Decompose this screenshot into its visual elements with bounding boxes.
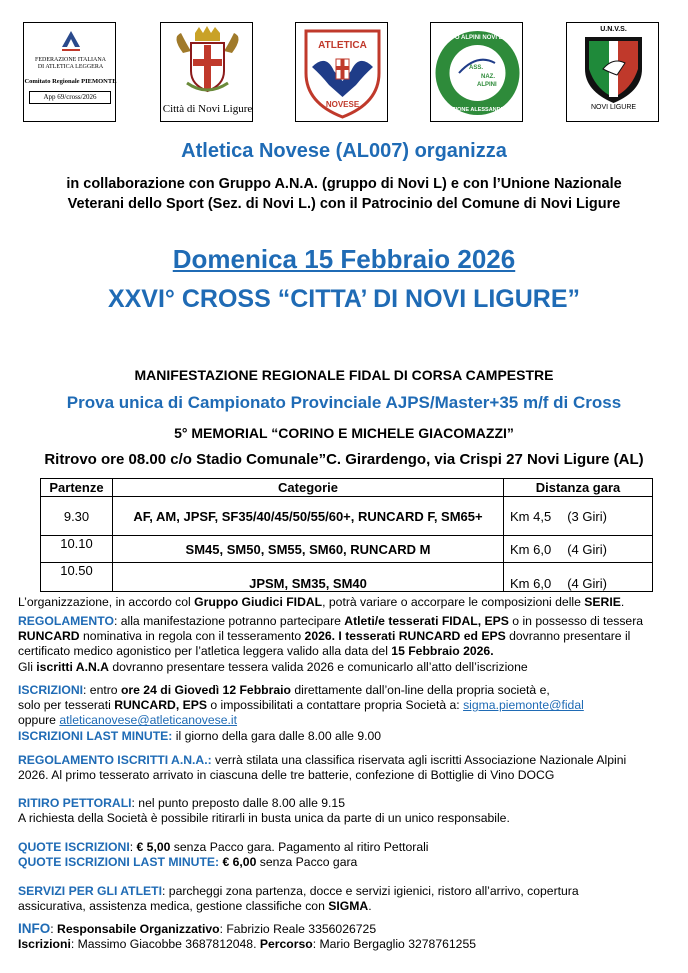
novi-coat-of-arms-icon [161,23,254,101]
alpini-ass: ASS. [469,65,484,71]
atletica-novese-logo [295,22,388,122]
email-link-atleticanovese[interactable]: atleticanovese@atleticanovese.it [59,713,238,728]
fidal-committee: Comitato Regionale PIEMONTE [24,78,117,85]
start-time: 10.50 [41,563,113,592]
alpini-logo [430,22,523,122]
bib-pickup-label: RITIRO PETTORALI [18,796,132,810]
alpini-badge-icon [431,23,524,123]
unvs-logo [566,22,659,122]
categories: AF, AM, JPSF, SF35/40/45/50/55/60+, RUNCARD F, SM65+ [113,497,504,536]
event-date: Domenica 15 Febbraio 2026 [172,244,516,274]
distance: Km 6,0 (4 Giri) [504,563,653,592]
table-row [41,497,653,536]
start-time: 10.10 [41,536,113,563]
atletica-shield-icon [296,23,389,123]
logo-strip [0,22,688,122]
services-label: SERVIZI PER GLI ATLETI [18,884,163,898]
alpini-alpini: ALPINI [477,82,497,88]
email-link-sigma[interactable]: sigma.piemonte@fidal [463,698,584,713]
novi-caption: Città di Novi Ligure [162,103,253,115]
fidal-emblem-icon [62,31,80,53]
manifestation-type: MANIFESTAZIONE REGIONALE FIDAL DI CORSA CAMPESTRE [134,367,554,383]
info-label: INFO [18,921,51,936]
collaboration-text [0,174,688,214]
distance: Km 4,5 (3 Giri) [504,497,653,536]
table-header-row [41,479,653,497]
start-time: 9.30 [41,497,113,536]
unvs-caption: NOVI LIGURE [590,104,637,111]
memorial-line: 5° MEMORIAL “CORINO E MICHELE GIACOMAZZI” [174,425,514,441]
atletica-bottom-text: NOVESE [325,100,360,109]
table-row [41,563,653,592]
registration-label: ISCRIZIONI [18,683,84,697]
categories: SM45, SM50, SM55, SM60, RUNCARD M [113,536,504,563]
fidal-logo [23,22,116,122]
fees-label: QUOTE ISCRIZIONI [18,840,130,854]
novi-ligure-logo [160,22,253,122]
collaboration-line-1: in collaborazione con Gruppo A.N.A. (gruppo di Novi L) e con l’Unione Nazionale [66,176,622,192]
info-section: INFO: Responsabile Organizzativo: Fabrizio Reale 3356026725 Iscrizioni: Massimo Giacobbe 3687812048. Percorso: Mario Bergaglio 3278761255 [18,921,476,952]
bib-pickup-section: RITIRO PETTORALI: nel punto preposto dalle 8.00 alle 9.15 A richiesta della Società è possibile ritirarli in busta unica da parte di un unico responsabile. [18,796,510,826]
last-minute-label: ISCRIZIONI LAST MINUTE: [18,728,173,743]
race-schedule-table [40,478,653,592]
table-row [41,536,653,563]
organizer-heading: Atletica Novese (AL007) organizza [181,140,507,162]
header-distance: Distanza gara [504,479,653,497]
header-categories: Categorie [113,479,504,497]
ana-label: REGOLAMENTO ISCRITTI A.N.A.: [18,753,212,767]
alpini-bottom-text: SEZIONE ALESSANDRIA [444,107,511,113]
distance: Km 6,0 (4 Giri) [504,536,653,563]
fees-last-minute-label: QUOTE ISCRIZIONI LAST MINUTE: [18,855,220,870]
event-title: XXVI° CROSS “CITTA’ DI NOVI LIGURE” [107,285,581,313]
regulation-label: REGOLAMENTO [18,614,114,628]
organization-note: L’organizzazione, in accordo col Gruppo Giudici FIDAL, potrà variare o accorpare le composizioni delle SERIE. [18,595,625,609]
header-start: Partenze [41,479,113,497]
categories: JPSM, SM35, SM40 [113,563,504,592]
registration-section: ISCRIZIONI: entro ore 24 di Giovedì 12 Febbraio direttamente dall’on-line della propria società e, solo per tesserati RUNCARD, EPS o impossibilitati a contattare propria Società a: sigma.piemonte@fidal oppure atleticanovese@atleticanovese.it ISCRIZIONI LAST MINUTE: il giorno della gara dalle 8.00 alle 9.00 [18,683,584,743]
collaboration-line-2: Veterani dello Sport (Sez. di Novi L.) con il Patrocinio del Comune di Novi Ligure [67,196,621,212]
championship-line: Prova unica di Campionato Provinciale AJPS/Master+35 m/f di Cross [66,393,622,412]
services-section: SERVIZI PER GLI ATLETI: parcheggi zona partenza, docce e servizi igienici, ristoro all’arrivo, copertura assicurativa, assistenza medica, gestione classifiche con SIGMA. [18,884,579,914]
alpini-naz: NAZ. [481,74,495,80]
meeting-point: Ritrovo ore 08.00 c/o Stadio Comunale”C. Girardengo, via Crispi 27 Novi Ligure (AL) [44,451,644,468]
ana-regulation-section: REGOLAMENTO ISCRITTI A.N.A.: verrà stilata una classifica riservata agli iscritti Associazione Nazionale Alpini 2026. Al primo tesserato arrivato in ciascuna delle tre batterie, confezione di Bottiglie di Vino DOCG [18,753,627,783]
regulation-section: REGOLAMENTO: alla manifestazione potranno partecipare Atleti/e tesserati FIDAL, EPS o in possesso di tessera RUNCARD nominativa in regola con il tesseramento 2026. I tesserati RUNCARD ed EPS dovranno presentare il certificato medico agonistico per l’atletica leggera valido alla data del 15 Febbraio 2026. Gli iscritti A.N.A dovranno presentare tessera valida 2026 e comunicarlo all’atto dell’iscrizione [18,614,644,674]
fidal-name: FEDERAZIONE ITALIANA DI ATLETICA LEGGERA [34,57,106,70]
unvs-top-text: U.N.V.S. [600,26,627,33]
fidal-approval: App 69/cross/2026 [29,91,111,104]
alpini-top-text: GRUPPO ALPINI NOVI LIGURE [433,35,522,41]
atletica-top-text: ATLETICA [318,40,367,51]
fees-section: QUOTE ISCRIZIONI: € 5,00 senza Pacco gara. Pagamento al ritiro Pettorali QUOTE ISCRIZIONI LAST MINUTE: € 6,00 senza Pacco gara [18,840,429,870]
